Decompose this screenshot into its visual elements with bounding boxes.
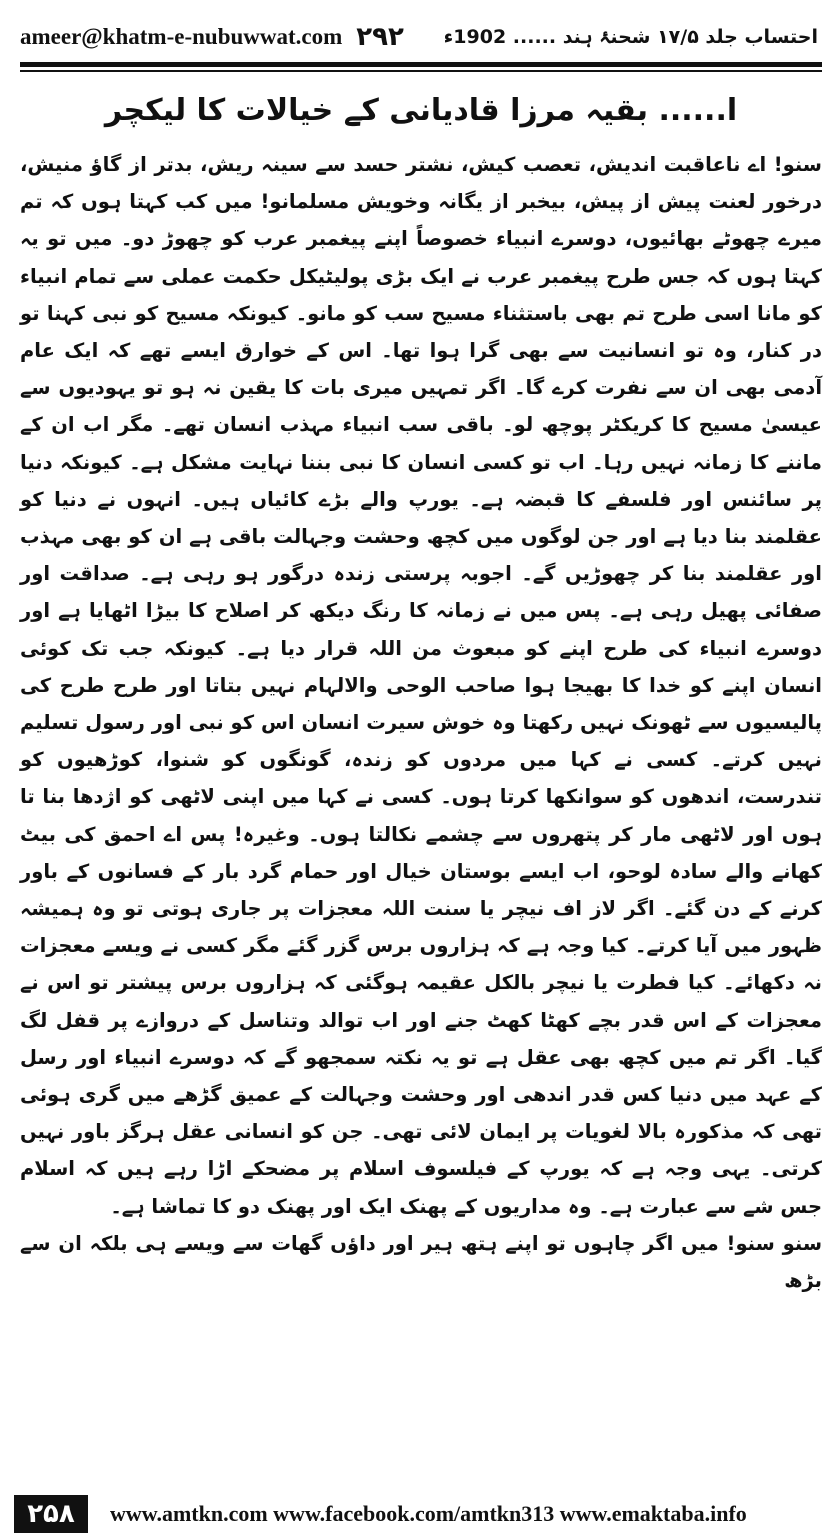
body-text bbox=[20, 146, 822, 1448]
header-rule-thick bbox=[20, 62, 822, 67]
footer-page-number: ۲۵۸ bbox=[14, 1495, 88, 1533]
paragraph-continued: سنو سنو! میں اگر چاہوں تو اپنے ہتھ ہیر اور داؤں گھات سے ویسے ہی بلکہ ان سے بڑھ bbox=[20, 1231, 822, 1293]
header-page-number: ۲۹۲ bbox=[356, 22, 404, 52]
section-heading: ا...... بقیہ مرزا قادیانی کے خیالات کا لیکچر bbox=[104, 93, 738, 128]
page-header bbox=[20, 14, 818, 60]
header-volume-info: احتساب جلد ۱۷/۵ شحنۂ ہند ...... 1902ء bbox=[443, 26, 818, 48]
header-left bbox=[20, 22, 404, 52]
paragraph-main: سنو! اے ناعاقبت اندیش، تعصب کیش، نشتر حسد سے سینہ ریش، بدتر از گاؤ منیش، درخور لعنت پیش از پیش، بیخبر از یگانہ وخویش مسلمانو! میں کب کہتا ہوں کہ تم میرے چھوٹے بھائیوں، دوسرے انبیاء خصوصاً اپنے پیغمبر عرب کو چھوڑ دو۔ میں تو یہ کہتا ہوں کہ جس طرح پیغمبر عرب نے ایک بڑی پولیٹیکل حکمت عملی سے تمام انبیاء کو مانا اسی طرح تم بھی باستثناء مسیح سب کو مانو۔ کیونکہ مسیح کو نبی کہنا تو در کنار، وہ تو انسانیت سے بھی گرا ہوا تھا۔ اس کے خوارق ایسے تھے کہ ایک عام آدمی بھی ان سے نفرت کرے گا۔ اگر تمہیں میری بات کا یقین نہ ہو تو یہودیوں سے عیسیٰ مسیح کا کریکٹر پوچھ لو۔ باقی سب انبیاء مہذب انسان تھے۔ مگر اب ان کے ماننے کا زمانہ نہیں رہا۔ اب تو کسی انسان کا نبی بننا نہایت مشکل ہے۔ کیونکہ دنیا پر سائنس اور فلسفے کا قبضہ ہے۔ یورپ والے بڑے کائیاں ہیں۔ انہوں نے دنیا کو عقلمند بنا دیا ہے اور جن لوگوں میں کچھ وحشت وجہالت باقی ہے ان کو بھی مہذب اور عقلمند بنا کر چھوڑیں گے۔ اجوبہ پرستی زندہ درگور ہو رہی ہے۔ صداقت اور صفائی پھیل رہی ہے۔ پس میں نے زمانہ کا رنگ دیکھ کر اصلاح کا بیڑا اٹھایا ہے اور دوسرے انبیاء کی طرح اپنے کو مبعوث من اللہ قرار دیا ہے۔ کیونکہ جب تک کوئی انسان اپنے کو خدا کا بھیجا ہوا صاحب الوحی والالہام نہیں بتاتا اور طرح طرح کی پالیسیوں سے ٹھونک نہیں رکھتا وہ خوش سیرت انسان اس کو نبی اور رسول تسلیم نہیں کرتے۔ کسی نے کہا میں مردوں کو زندہ، گونگوں کو شنوا، کوڑھیوں کو تندرست، اندھوں کو سوانکھا کرتا ہوں۔ کسی نے کہا میں اپنی لاٹھی کو اژدھا بنا تا ہوں اور لاٹھی مار کر پتھروں سے چشمے نکالتا ہوں۔ وغیرہ! پس اے احمق کی بیٹ کھانے والے سادہ لوحو، اب ایسے بوستان خیال اور حمام گرد بار کے فسانوں کے باور کرنے کے دن گئے۔ اگر لاز اف نیچر یا سنت اللہ معجزات پر جاری ہوتی تو وہ ہمیشہ ظہور میں آیا کرتے۔ کیا وجہ ہے کہ ہزاروں برس گزر گئے مگر کسی نے ویسے معجزات نہ دکھائے۔ کیا فطرت یا نیچر بالکل عقیمہ ہوگئی کہ ہزاروں برس پیشتر تو اس نے معجزات کے اس قدر بچے کھٹا کھٹ جنے اور اب توالد وتناسل کے دروازے پر قفل لگ گیا۔ اگر تم میں کچھ بھی عقل ہے تو یہ نکتہ سمجھو گے کہ دوسرے انبیاء اور رسل کے عہد میں دنیا کس قدر اندھی اور وحشت وجہالت کے عمیق گڑھے میں گری ہوئی تھی کہ مذکورہ بالا لغویات پر ایمان لائی تھی۔ جن کو انسانی عقل ہرگز باور نہیں کرتی۔ یہی وجہ ہے کہ یورپ کے فیلسوف اسلام پر مضحکے اڑا رہے ہیں کہ اسلام جس شے سے عبارت ہے۔ وہ مداریوں کے پھنک ایک اور پھنک دو کا تماشا ہے۔ bbox=[20, 153, 822, 1218]
header-email: ameer@khatm-e-nubuwwat.com bbox=[20, 24, 343, 49]
page-footer bbox=[14, 1494, 826, 1534]
header-rule-thin bbox=[20, 70, 822, 72]
footer-links: www.amtkn.com www.facebook.com/amtkn313 www.emaktaba.info bbox=[110, 1501, 747, 1526]
